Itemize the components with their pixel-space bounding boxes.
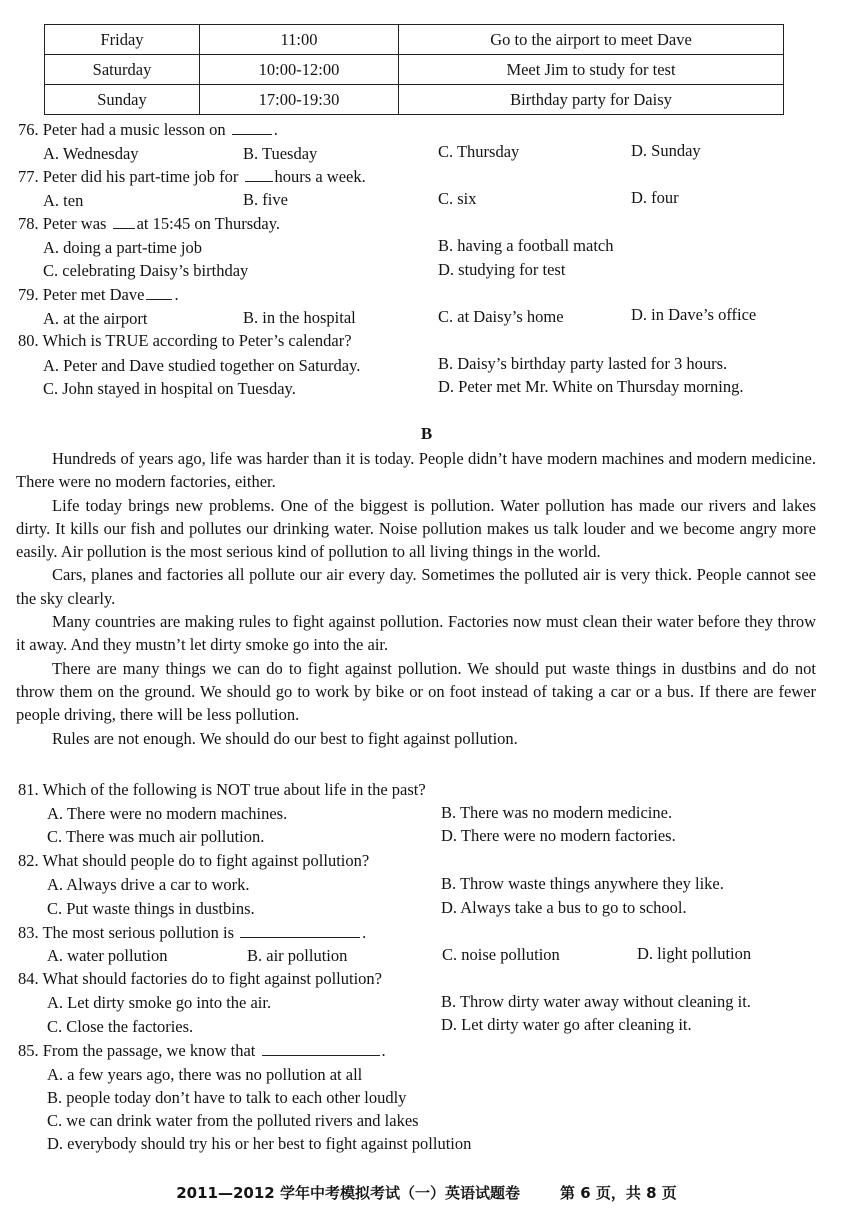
question-83-option-d: D. light pollution (637, 944, 752, 963)
question-80-option-c: C. John stayed in hospital on Tuesday. (43, 379, 296, 398)
question-81-option-b: B. There was no modern medicine. (441, 803, 673, 822)
question-76-option-d: D. Sunday (631, 141, 701, 160)
question-84-option-a: A. Let dirty smoke go into the air. (47, 993, 272, 1012)
passage-paragraph: Hundreds of years ago, life was harder than it is today. People didn’t have modern machines and modern medicine. There were no modern factories, either. (16, 449, 816, 492)
question-78-option-a: A. doing a part-time job (43, 238, 203, 257)
calendar-activity: Birthday party for Daisy (399, 85, 784, 115)
answer-blank (232, 133, 272, 135)
question-82-option-d: D. Always take a bus to go to school. (441, 898, 687, 917)
calendar-row-friday (45, 25, 784, 55)
calendar-day: Sunday (45, 85, 200, 115)
question-77-option-d: D. four (631, 188, 679, 207)
question-83-option-c: C. noise pollution (442, 945, 560, 964)
calendar-activity: Go to the airport to meet Dave (399, 25, 784, 55)
question-82-stem: 82. What should people do to fight against pollution? (18, 851, 370, 870)
calendar-row-sunday (45, 85, 784, 115)
question-77-option-c: C. six (438, 189, 477, 208)
answer-blank (113, 227, 135, 229)
passage-paragraph: There are many things we can do to fight against pollution. We should put waste things in dustbins and do not throw them on the ground. We should go to work by bike or on foot instead of taking a car or a bus. If there are fewer people driving, there will be less pollution. (16, 658, 816, 725)
calendar-row-saturday (45, 55, 784, 85)
question-78-option-c: C. celebrating Daisy’s birthday (43, 261, 249, 280)
question-83-option-a: A. water pollution (47, 946, 168, 965)
question-79-option-c: C. at Daisy’s home (438, 307, 564, 326)
calendar-day: Friday (45, 25, 200, 55)
question-76-stem: 76. Peter had a music lesson on . (18, 120, 278, 139)
question-81-option-a: A. There were no modern machines. (47, 804, 288, 823)
reading-passage (16, 447, 816, 750)
answer-blank (245, 180, 273, 182)
question-80-option-d: D. Peter met Mr. White on Thursday morning. (438, 377, 744, 396)
calendar-activity: Meet Jim to study for test (399, 55, 784, 85)
question-85-option-c: C. we can drink water from the polluted rivers and lakes (47, 1111, 419, 1130)
footer-exam-title: 2011—2012 学年中考模拟考试（一）英语试题卷 (176, 1184, 520, 1202)
question-84-stem: 84. What should factories do to fight against pollution? (18, 969, 383, 988)
question-78-stem: 78. Peter was at 15:45 on Thursday. (18, 214, 281, 233)
passage-paragraph: Cars, planes and factories all pollute our air every day. Sometimes the polluted air is very thick. People cannot see the sky clearly. (16, 565, 816, 608)
question-78-option-d: D. studying for test (438, 260, 566, 279)
question-82-option-a: A. Always drive a car to work. (47, 875, 250, 894)
footer-page-number: 第 6 页，共 8 页 (559, 1184, 677, 1202)
question-85-option-a: A. a few years ago, there was no pollution at all (47, 1065, 363, 1084)
calendar-time: 10:00-12:00 (200, 55, 399, 85)
question-77-option-b: B. five (243, 190, 288, 209)
calendar-table (44, 24, 784, 115)
answer-blank (262, 1054, 380, 1056)
question-85-stem: 85. From the passage, we know that . (18, 1041, 386, 1060)
question-82-option-c: C. Put waste things in dustbins. (47, 899, 255, 918)
question-84-option-b: B. Throw dirty water away without cleaning it. (441, 992, 751, 1011)
question-79-stem: 79. Peter met Dave . (18, 285, 179, 304)
question-84-option-d: D. Let dirty water go after cleaning it. (441, 1015, 692, 1034)
passage-paragraph: Many countries are making rules to fight against pollution. Factories now must clean their water before they throw it away. And they mustn’t let dirty smoke go into the air. (16, 612, 816, 655)
question-77-stem: 77. Peter did his part-time job for hours a week. (18, 167, 366, 186)
answer-blank (240, 936, 360, 938)
question-79-option-d: D. in Dave’s office (631, 305, 757, 324)
page-footer (0, 1182, 853, 1203)
calendar-day: Saturday (45, 55, 200, 85)
question-81-option-d: D. There were no modern factories. (441, 826, 676, 845)
question-85-option-d: D. everybody should try his or her best to fight against pollution (47, 1134, 472, 1153)
question-83-stem: 83. The most serious pollution is . (18, 923, 367, 942)
question-80-option-b: B. Daisy’s birthday party lasted for 3 hours. (438, 354, 728, 373)
question-79-option-a: A. at the airport (43, 309, 148, 328)
question-78-option-b: B. having a football match (438, 236, 614, 255)
question-85-option-b: B. people today don’t have to talk to each other loudly (47, 1088, 407, 1107)
question-80-option-a: A. Peter and Dave studied together on Saturday. (43, 356, 361, 375)
calendar-time: 17:00-19:30 (200, 85, 399, 115)
question-79-option-b: B. in the hospital (243, 308, 356, 327)
question-83-option-b: B. air pollution (247, 946, 348, 965)
question-77-option-a: A. ten (43, 191, 84, 210)
question-81-stem: 81. Which of the following is NOT true about life in the past? (18, 780, 426, 799)
answer-blank (146, 298, 172, 300)
section-b-heading: B (420, 424, 433, 443)
calendar-time: 11:00 (200, 25, 399, 55)
question-80-stem: 80. Which is TRUE according to Peter’s calendar? (18, 331, 352, 350)
question-76-option-c: C. Thursday (438, 142, 520, 161)
question-76-option-b: B. Tuesday (243, 144, 318, 163)
passage-paragraph: Life today brings new problems. One of the biggest is pollution. Water pollution has made our rivers and lakes dirty. It kills our fish and pollutes our drinking water. Noise pollution makes us talk louder and we become angry more easily. Air pollution is the most serious kind of pollution to all living things in the world. (16, 495, 816, 562)
question-82-option-b: B. Throw waste things anywhere they like. (441, 874, 724, 893)
question-81-option-c: C. There was much air pollution. (47, 827, 265, 846)
question-76-option-a: A. Wednesday (43, 144, 139, 163)
passage-paragraph: Rules are not enough. We should do our best to fight against pollution. (52, 728, 518, 748)
question-84-option-c: C. Close the factories. (47, 1017, 194, 1036)
